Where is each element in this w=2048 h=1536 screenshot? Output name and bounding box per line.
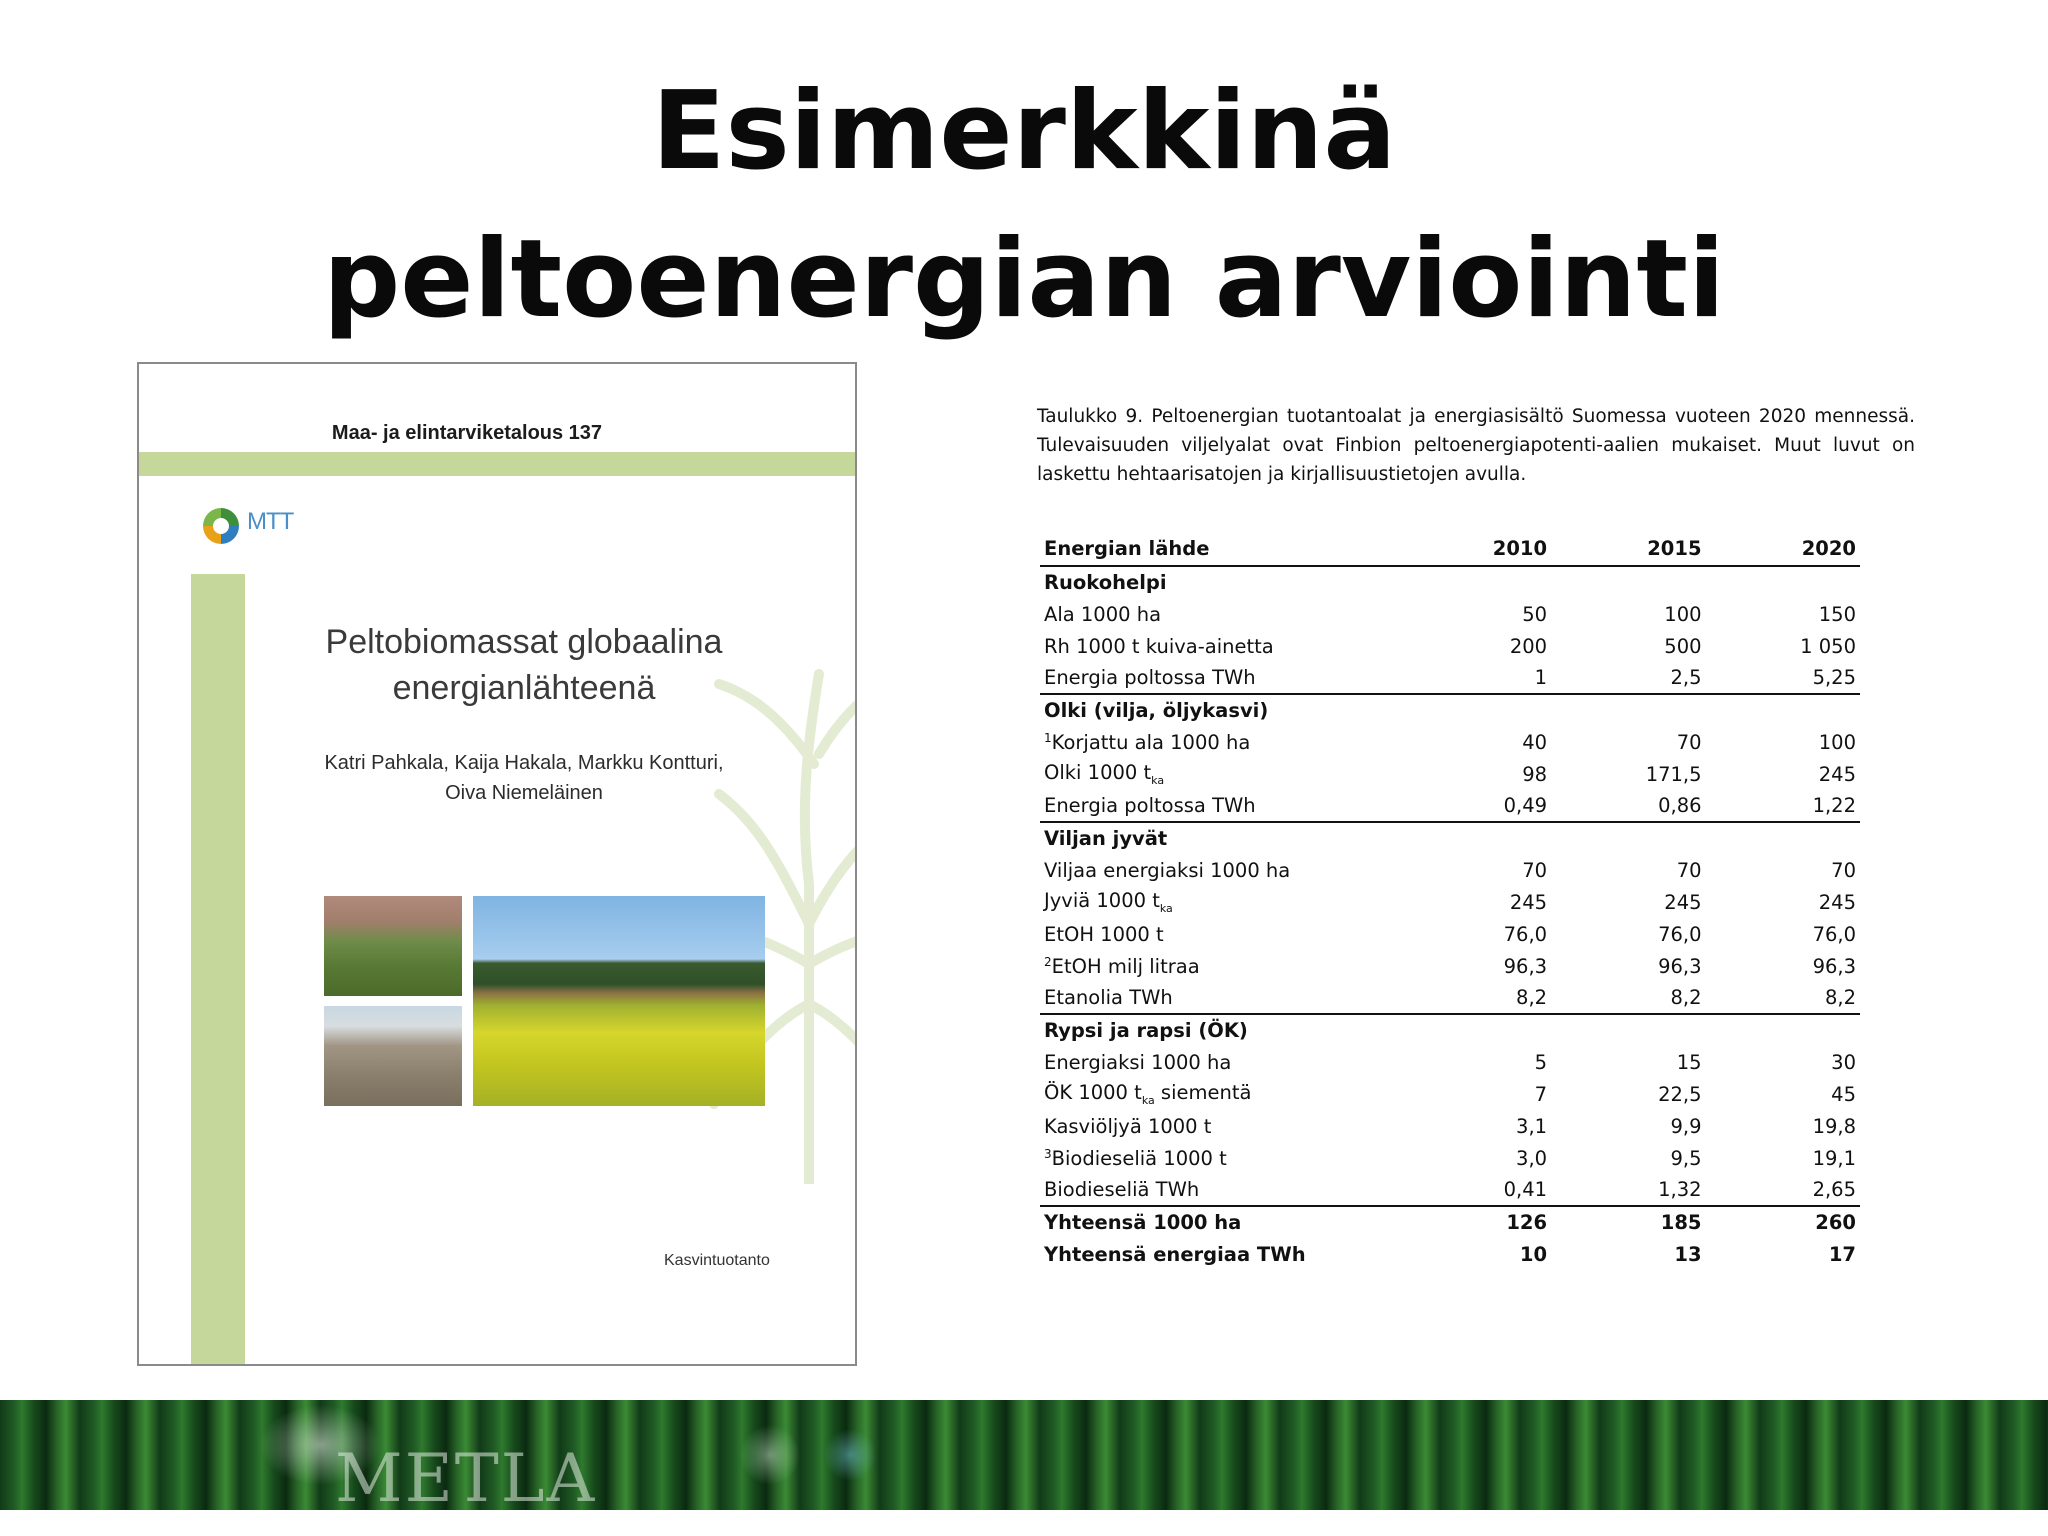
table-row	[1040, 918, 1860, 950]
table-cell: 22,5	[1658, 1082, 1702, 1106]
table-row	[1040, 982, 1860, 1014]
row-label: Yhteensä energiaa TWh	[1044, 1242, 1306, 1266]
table-cell: 76,0	[1658, 922, 1702, 946]
table-cell: 100	[1818, 730, 1856, 754]
cover-title-line-2: energianlähteenä	[392, 669, 656, 707]
cover-side-bar	[191, 574, 245, 1366]
table-cell: 98	[1522, 762, 1548, 786]
table-cell: 70	[1831, 858, 1856, 882]
row-label: ÖK 1000 $t_{ka}$ siementä	[1044, 1081, 1252, 1107]
row-label: EtOH 1000 t	[1044, 922, 1164, 946]
table-group-row	[1040, 694, 1860, 726]
table-cell: 0,86	[1551, 790, 1705, 822]
table-cell: 76,0	[1503, 922, 1548, 946]
table-row	[1040, 758, 1860, 790]
row-label: $^1$Korjattu ala 1000 ha	[1044, 730, 1251, 754]
slide-title	[0, 58, 2048, 354]
footnote-marker: 3	[1044, 1146, 1052, 1161]
table-cell: 96,3	[1503, 954, 1548, 978]
table-row	[1040, 790, 1860, 822]
table-cell: 0,41	[1406, 1174, 1551, 1206]
cover-title	[289, 619, 759, 711]
table-cell: 245	[1664, 890, 1702, 914]
table-cell: 9,5	[1670, 1146, 1702, 1170]
tractor-field-photo	[324, 1006, 462, 1106]
table-cell: 5,25	[1706, 662, 1860, 694]
table-row	[1040, 1078, 1860, 1110]
cover-authors-line-2: Oiva Niemeläinen	[445, 782, 603, 804]
table-caption: Taulukko 9. Peltoenergian tuotantoalat ja energiasisältö Suomessa vuoteen 2020 mennessä. Tulevaisuuden viljelyalat ovat Finbion peltoenergiapotenti-aalien mukaiset. Muut luvut on laskettu hehtaarisatojen ja kirjallisuustietojen avulla.	[1037, 406, 1915, 485]
table-row	[1040, 950, 1860, 982]
group-label: Rypsi ja rapsi (ÖK)	[1044, 1019, 1248, 1042]
table-row	[1040, 1174, 1860, 1206]
table-row	[1040, 886, 1860, 918]
cover-authors	[269, 748, 779, 808]
table-cell: 1	[1406, 662, 1551, 694]
crop-field-photo	[324, 896, 462, 996]
table-cell: 3,1	[1516, 1114, 1548, 1138]
group-label: Ruokohelpi	[1044, 571, 1167, 594]
row-label: Viljaa energiaksi 1000 ha	[1044, 858, 1291, 882]
cover-band	[139, 452, 855, 476]
table-row	[1040, 598, 1860, 630]
footer-band	[0, 1400, 2048, 1517]
table-group-row	[1040, 566, 1860, 598]
row-label: Energia poltossa TWh	[1040, 662, 1406, 694]
table-cell: 171,5	[1645, 762, 1702, 786]
column-header: Energian lähde	[1040, 532, 1406, 566]
table-cell: 70	[1522, 858, 1548, 882]
table-cell: 0,49	[1406, 790, 1551, 822]
slide-title-line-1: Esimerkkinä	[651, 69, 1397, 194]
table-cell: 76,0	[1812, 922, 1856, 946]
book-cover	[137, 362, 857, 1366]
table-cell: 260	[1815, 1211, 1856, 1234]
table-group-row	[1040, 822, 1860, 854]
table-cell: 70	[1676, 858, 1702, 882]
cover-publisher: Kasvintuotanto	[664, 1252, 770, 1269]
cover-title-line-1: Peltobiomassat globaalina	[325, 623, 723, 661]
table-cell: 96,3	[1812, 954, 1856, 978]
slide-title-line-2: peltoenergian arviointi	[322, 217, 1726, 342]
energy-table-body	[1040, 566, 1860, 1270]
table-cell: 185	[1660, 1211, 1702, 1234]
table-cell: 5	[1534, 1050, 1548, 1074]
table-row	[1040, 1110, 1860, 1142]
table-cell: 500	[1664, 634, 1702, 658]
table-cell: 126	[1506, 1211, 1548, 1234]
table-header-row	[1040, 532, 1860, 566]
table-cell: 200	[1509, 634, 1548, 658]
table-cell: 1 050	[1800, 634, 1856, 658]
mtt-logo	[197, 502, 307, 552]
table-cell: 50	[1522, 602, 1548, 626]
table-cell: 45	[1831, 1082, 1856, 1106]
row-label: $^3$Biodieseliä 1000 t	[1044, 1146, 1227, 1170]
table-cell: 2,65	[1706, 1174, 1860, 1206]
row-label: Jyviä 1000 $t_{ka}$	[1044, 889, 1173, 915]
table-cell: 3,0	[1516, 1146, 1548, 1170]
table-cell: 245	[1818, 890, 1856, 914]
table-cell: 8,2	[1406, 982, 1551, 1014]
table-total-row	[1040, 1206, 1860, 1238]
row-label: Kasviöljyä 1000 t	[1044, 1114, 1212, 1138]
table-cell: 15	[1676, 1050, 1702, 1074]
table-row	[1040, 854, 1860, 886]
energy-table	[1040, 532, 1860, 1270]
footnote-marker: 2	[1044, 954, 1052, 969]
table-row	[1040, 662, 1860, 694]
row-label: Ala 1000 ha	[1044, 602, 1162, 626]
table-cell: 9,9	[1670, 1114, 1702, 1138]
row-label: Olki 1000 $t_{ka}$	[1044, 761, 1165, 787]
column-header: 2020	[1706, 532, 1860, 566]
table-row	[1040, 630, 1860, 662]
row-label: Biodieseliä TWh	[1040, 1174, 1406, 1206]
unit-subscript: ka	[1151, 773, 1165, 787]
row-label: Energia poltossa TWh	[1040, 790, 1406, 822]
row-label: Etanolia TWh	[1040, 982, 1406, 1014]
table-cell: 17	[1828, 1242, 1856, 1266]
row-label: Rh 1000 t kuiva-ainetta	[1044, 634, 1274, 658]
column-header: 2015	[1551, 532, 1705, 566]
mtt-logo-icon	[197, 502, 245, 550]
table-cell: 1,32	[1551, 1174, 1705, 1206]
table-cell: 30	[1831, 1050, 1856, 1074]
cover-authors-line-1: Katri Pahkala, Kaija Hakala, Markku Kontturi,	[324, 752, 724, 774]
table-row	[1040, 1046, 1860, 1078]
mtt-logo-text: MTT	[247, 508, 294, 535]
table-cell: 8,2	[1706, 982, 1860, 1014]
table-cell: 40	[1522, 730, 1548, 754]
table-total-row	[1040, 1238, 1860, 1270]
unit-subscript: ka	[1141, 1093, 1155, 1107]
table-cell: 150	[1818, 602, 1856, 626]
table-group-row	[1040, 1014, 1860, 1046]
table-cell: 100	[1664, 602, 1702, 626]
row-label: Yhteensä 1000 ha	[1044, 1211, 1242, 1234]
unit-subscript: ka	[1159, 901, 1173, 915]
table-cell: 8,2	[1551, 982, 1705, 1014]
table-cell: 96,3	[1658, 954, 1702, 978]
footnote-marker: 1	[1044, 730, 1052, 745]
row-label: $^2$EtOH milj litraa	[1044, 954, 1200, 978]
metla-logo: METLA	[335, 1440, 597, 1517]
group-label: Viljan jyvät	[1044, 827, 1168, 850]
table-cell: 19,1	[1812, 1146, 1856, 1170]
table-cell: 10	[1519, 1242, 1548, 1266]
table-cell: 70	[1676, 730, 1702, 754]
group-label: Olki (vilja, öljykasvi)	[1044, 699, 1269, 722]
table-row	[1040, 726, 1860, 758]
table-cell: 1,22	[1706, 790, 1860, 822]
table-cell: 245	[1818, 762, 1856, 786]
table-cell: 7	[1534, 1082, 1548, 1106]
table-cell: 13	[1674, 1242, 1702, 1266]
table-row	[1040, 1142, 1860, 1174]
table-cell: 19,8	[1812, 1114, 1856, 1138]
cover-series: Maa- ja elintarviketalous 137	[331, 422, 603, 444]
table-cell: 2,5	[1551, 662, 1705, 694]
row-label: Energiaksi 1000 ha	[1044, 1050, 1232, 1074]
table-cell: 245	[1509, 890, 1548, 914]
column-header: 2010	[1406, 532, 1551, 566]
rapeseed-field-photo	[473, 896, 765, 1106]
